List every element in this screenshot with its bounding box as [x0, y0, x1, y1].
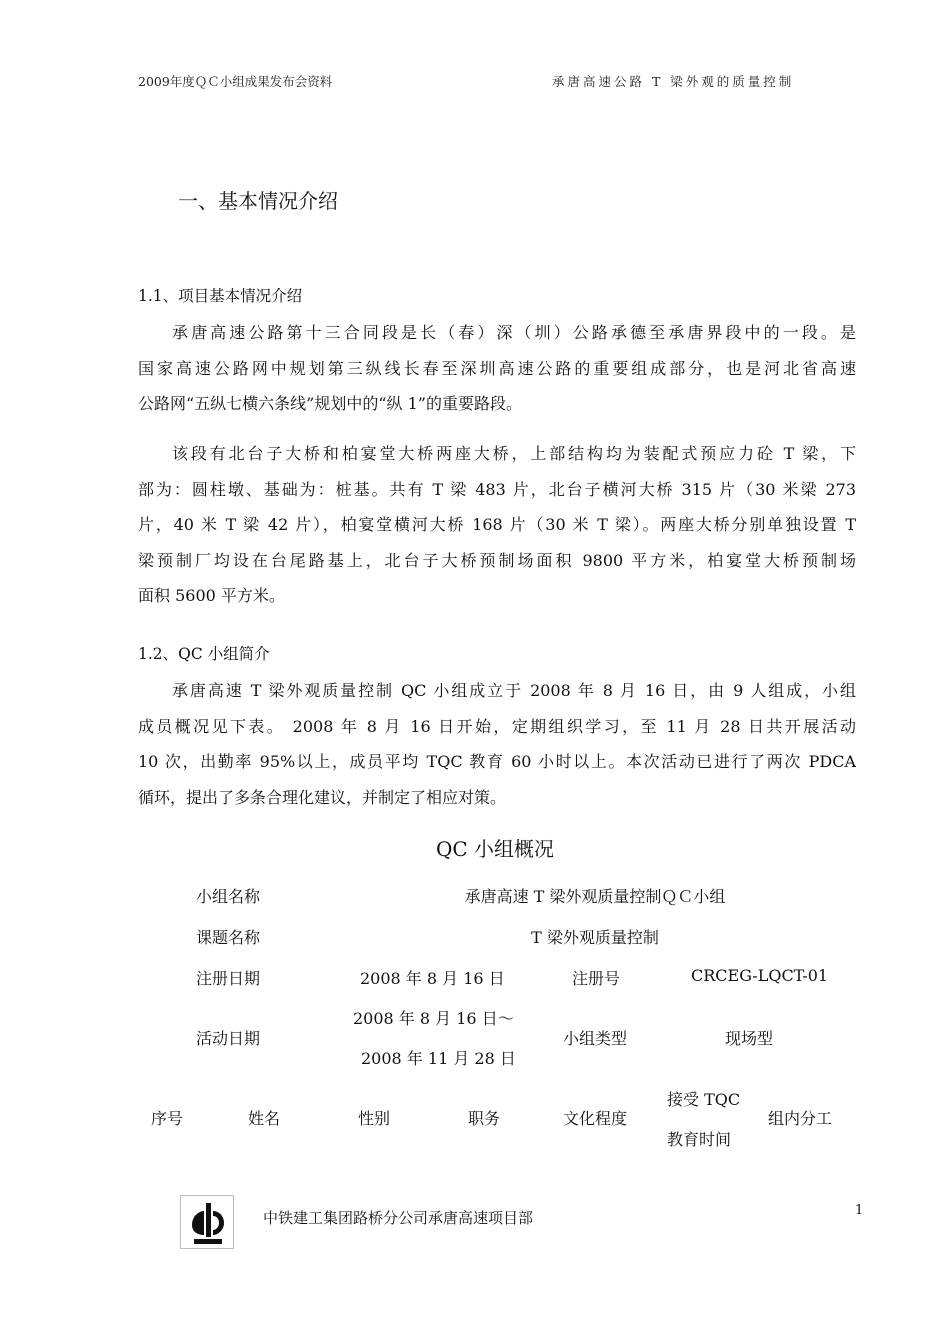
column-header: 文化程度 — [563, 1109, 628, 1128]
paragraph-bridges — [138, 436, 856, 614]
reg-no-label: 注册号 — [572, 969, 621, 988]
group-name-value: 承唐高速 T 梁外观质量控制ＱＣ小组 — [464, 887, 726, 906]
table-caption: QC 小组概况 — [435, 837, 555, 861]
paragraph-qc-group — [138, 673, 856, 815]
paragraph-line: 循环，提出了多条合理化建议，并制定了相应对策。 — [138, 787, 507, 807]
section-1-1-title: 1.1、项目基本情况介绍 — [138, 287, 303, 305]
column-header: 组内分工 — [768, 1109, 833, 1128]
column-header: 序号 — [151, 1109, 184, 1128]
activity-date-end: 2008 年 11 月 28 日 — [361, 1049, 516, 1068]
company-logo-icon — [180, 1195, 234, 1249]
topic-value: T 梁外观质量控制 — [531, 928, 659, 947]
paragraph-line: 片，40 米 T 梁 42 片），柏宴堂横河大桥 168 片（30 米 T 梁）。两座大桥分别单独设置 T — [138, 515, 856, 534]
paragraph-line: 梁预制厂均设在台尾路基上，北台子大桥预制场面积 9800 平方米，柏宴堂大桥预制场 — [138, 550, 856, 570]
group-name-label: 小组名称 — [196, 887, 261, 906]
header-left: 2009年度ＱＣ小组成果发布会资料 — [138, 74, 333, 89]
page-number: 1 — [855, 1203, 864, 1218]
group-type-value: 现场型 — [725, 1029, 774, 1048]
activity-date-start: 2008 年 8 月 16 日～ — [353, 1009, 514, 1028]
paragraph-project-intro — [138, 315, 856, 422]
column-header: 教育时间 — [667, 1130, 732, 1149]
column-header: 接受 TQC — [667, 1090, 741, 1109]
paragraph-line: 承唐高速 T 梁外观质量控制 QC 小组成立于 2008 年 8 月 16 日，由 9 人组成，小组 — [172, 681, 856, 700]
reg-date-label: 注册日期 — [196, 969, 261, 988]
paragraph-line: 承唐高速公路第十三合同段是长（春）深（圳）公路承德至承唐界段中的一段。是 — [172, 323, 856, 342]
activity-date-label: 活动日期 — [196, 1029, 261, 1048]
group-type-label: 小组类型 — [563, 1029, 628, 1048]
paragraph-line: 10 次，出勤率 95%以上，成员平均 TQC 教育 60 小时以上。本次活动已进行了两次 PDCA — [138, 752, 856, 771]
paragraph-line: 成员概况见下表。 2008 年 8 月 16 日开始，定期组织学习，至 11 月 28 日共开展活动 — [138, 716, 856, 736]
reg-date-value: 2008 年 8 月 16 日 — [360, 969, 505, 988]
paragraph-line: 国家高速公路网中规划第三纵线长春至深圳高速公路的重要组成部分，也是河北省高速 — [138, 358, 856, 378]
paragraph-line: 部为：圆柱墩、基础为：桩基。共有 T 梁 483 片，北台子横河大桥 315 片（30 米梁 273 — [138, 479, 856, 499]
paragraph-line: 公路网“五纵七横六条线”规划中的“纵 1”的重要路段。 — [138, 394, 522, 413]
footer-org: 中铁建工集团路桥分公司承唐高速项目部 — [263, 1209, 534, 1227]
section-heading: 一、基本情况介绍 — [178, 189, 338, 213]
column-header: 姓名 — [248, 1109, 281, 1128]
column-header: 性别 — [358, 1109, 391, 1128]
paragraph-line: 该段有北台子大桥和柏宴堂大桥两座大桥，上部结构均为装配式预应力砼 T 梁，下 — [172, 444, 856, 463]
header-right: 承唐高速公路 T 梁外观的质量控制 — [552, 74, 795, 89]
column-header: 职务 — [468, 1109, 501, 1128]
reg-no-value: CRCEG-LQCT-01 — [691, 966, 829, 985]
section-1-2-title: 1.2、QC 小组简介 — [138, 645, 270, 663]
paragraph-line: 面积 5600 平方米。 — [138, 586, 285, 605]
topic-label: 课题名称 — [196, 928, 261, 947]
